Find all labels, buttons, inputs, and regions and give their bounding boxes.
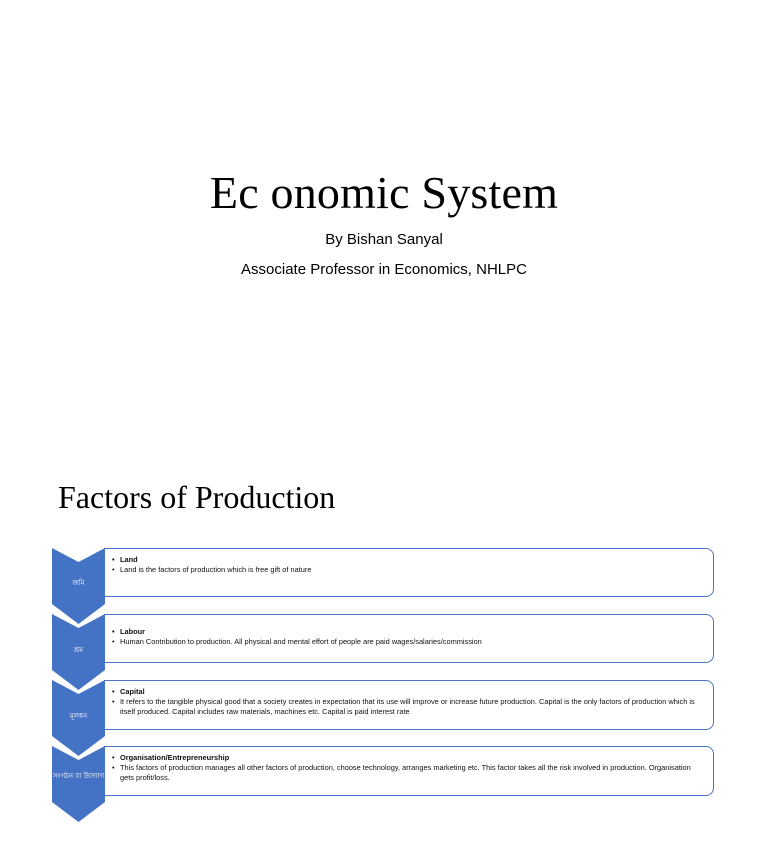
chevron-capital (52, 680, 105, 756)
factor-description: • Land is the factors of production which is free gift of nature (112, 565, 705, 575)
factor-card-capital (104, 680, 714, 730)
chevron-labour (52, 614, 105, 690)
factor-heading: • Organisation/Entrepreneurship (112, 753, 705, 763)
chevron-organisation (52, 746, 105, 822)
chevron-label: সংগঠন বা উদ্যোগ (52, 772, 105, 780)
factor-description: • It refers to the tangible physical good that a society creates in expectation that its use will improve or increase future production. Capital is the only factors of production which is itself produced. Capital includes raw materials, machines etc. Capital is paid interest rate (112, 697, 705, 717)
factor-heading: • Capital (112, 687, 705, 697)
chevron-land (52, 548, 105, 624)
author-line: By Bishan Sanyal (325, 231, 443, 248)
role-line: Associate Professor in Economics, NHLPC (241, 261, 527, 278)
section-title: Factors of Production (58, 479, 336, 515)
chevron-label: জমি (72, 579, 85, 587)
slide-title: Ec onomic System (209, 167, 559, 218)
factor-heading: • Land (112, 555, 705, 565)
factor-description: • Human Contribution to production. All physical and mental effort of people are paid wages/salaries/commission (112, 637, 705, 647)
factor-heading: • Labour (112, 627, 705, 637)
chevron-label: শ্রম (74, 646, 83, 654)
factor-card-organisation (104, 746, 714, 796)
factor-description: • This factors of production manages all other factors of production, choose technology, arranges marketing etc. This factor takes all the risk involved in production. Organisation gets profit/loss. (112, 763, 705, 783)
factor-card-land (104, 548, 714, 597)
chevron-label: মূলধন (69, 712, 88, 720)
factor-card-labour (104, 614, 714, 663)
